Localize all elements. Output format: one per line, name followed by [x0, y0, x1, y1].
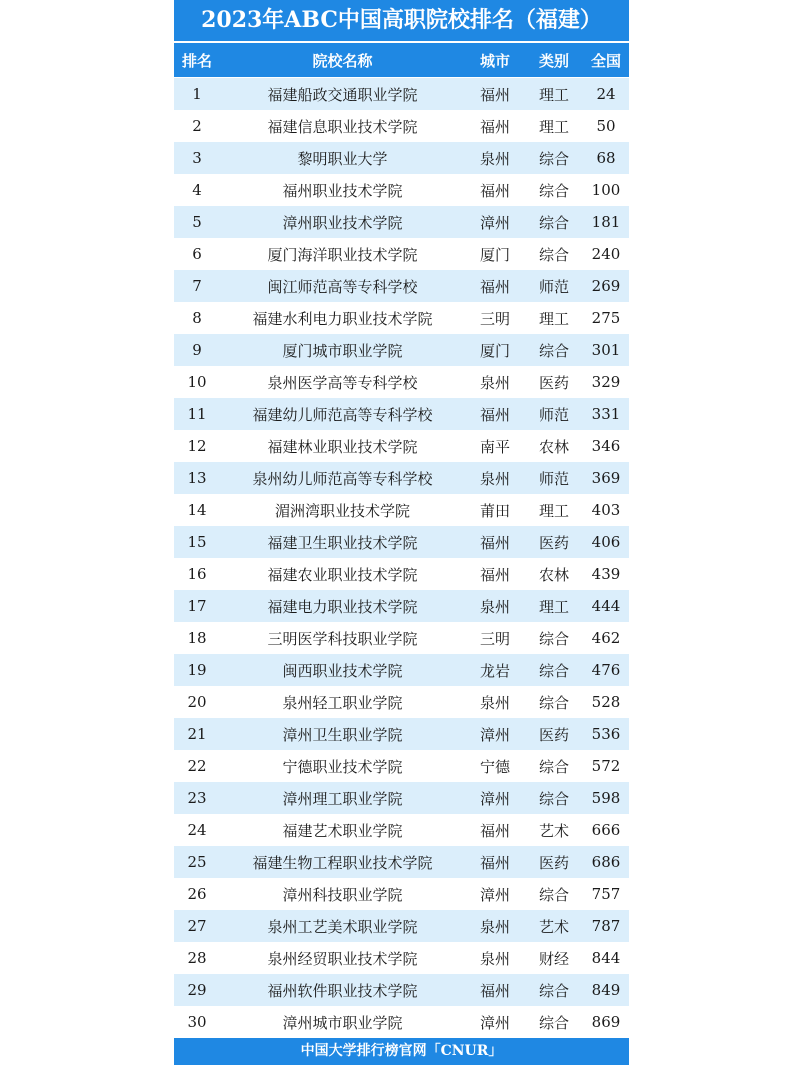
cell-city: 泉州 [479, 949, 510, 968]
cell-city: 三明 [479, 309, 510, 328]
table-row [174, 622, 629, 654]
cell-rank: 9 [192, 341, 202, 359]
cell-school-name: 漳州城市职业学院 [282, 1013, 403, 1032]
cell-rank: 21 [187, 725, 207, 743]
cell-city: 泉州 [479, 917, 510, 936]
footer-source: 中国大学排行榜官网「CNUR」 [174, 1038, 629, 1065]
cell-rank: 5 [192, 213, 202, 231]
ranking-table [174, 0, 629, 1065]
cell-rank: 23 [187, 789, 207, 807]
table-row [174, 142, 629, 174]
cell-national-rank: 462 [591, 629, 621, 647]
cell-type: 综合 [538, 1013, 569, 1032]
cell-national-rank: 444 [591, 597, 621, 615]
cell-national-rank: 439 [591, 565, 621, 583]
cell-type: 综合 [538, 149, 569, 168]
cell-city: 泉州 [479, 597, 510, 616]
cell-rank: 14 [187, 501, 207, 519]
cell-school-name: 泉州轻工职业学院 [282, 693, 403, 712]
table-row [174, 494, 629, 526]
cell-national-rank: 68 [596, 149, 616, 167]
cell-type: 综合 [538, 629, 569, 648]
cell-type: 医药 [538, 373, 569, 392]
cell-rank: 8 [192, 309, 202, 327]
cell-type: 师范 [538, 405, 569, 424]
table-row [174, 78, 629, 110]
cell-city: 龙岩 [479, 661, 510, 680]
cell-city: 福州 [479, 853, 510, 872]
cell-national-rank: 536 [591, 725, 621, 743]
cell-school-name: 三明医学科技职业学院 [267, 629, 418, 648]
cell-national-rank: 50 [596, 117, 616, 135]
cell-type: 艺术 [538, 917, 569, 936]
cell-school-name: 福州软件职业技术学院 [267, 981, 418, 1000]
column-header-city: 城市 [479, 51, 510, 70]
cell-city: 三明 [479, 629, 510, 648]
cell-city: 厦门 [479, 341, 510, 360]
cell-city: 福州 [479, 85, 510, 104]
cell-national-rank: 24 [596, 85, 616, 103]
cell-school-name: 厦门海洋职业技术学院 [267, 245, 418, 264]
cell-city: 福州 [479, 821, 510, 840]
table-row [174, 270, 629, 302]
cell-rank: 7 [192, 277, 202, 295]
cell-rank: 30 [187, 1013, 207, 1031]
cell-national-rank: 406 [591, 533, 621, 551]
cell-school-name: 湄洲湾职业技术学院 [274, 501, 410, 520]
cell-national-rank: 301 [591, 341, 621, 359]
cell-type: 综合 [538, 661, 569, 680]
cell-national-rank: 666 [591, 821, 621, 839]
cell-city: 福州 [479, 565, 510, 584]
cell-type: 综合 [538, 245, 569, 264]
cell-national-rank: 331 [591, 405, 621, 423]
cell-rank: 22 [187, 757, 207, 775]
table-body [174, 78, 629, 1038]
cell-national-rank: 849 [591, 981, 621, 999]
cell-school-name: 漳州卫生职业学院 [282, 725, 403, 744]
cell-rank: 12 [187, 437, 207, 455]
cell-national-rank: 686 [591, 853, 621, 871]
cell-national-rank: 240 [591, 245, 621, 263]
cell-type: 农林 [538, 565, 569, 584]
table-row [174, 750, 629, 782]
page-title: 2023年ABC中国高职院校排名（福建） [174, 0, 629, 41]
table-row [174, 334, 629, 366]
table-header [174, 43, 629, 77]
cell-type: 艺术 [538, 821, 569, 840]
cell-national-rank: 100 [591, 181, 621, 199]
table-row [174, 526, 629, 558]
cell-national-rank: 476 [591, 661, 621, 679]
cell-type: 医药 [538, 533, 569, 552]
cell-rank: 3 [192, 149, 202, 167]
cell-city: 福州 [479, 181, 510, 200]
cell-type: 综合 [538, 981, 569, 1000]
cell-city: 泉州 [479, 469, 510, 488]
cell-city: 泉州 [479, 149, 510, 168]
cell-school-name: 闽江师范高等专科学校 [267, 277, 418, 296]
cell-rank: 11 [187, 405, 207, 423]
cell-rank: 24 [187, 821, 207, 839]
cell-type: 理工 [538, 597, 569, 616]
cell-national-rank: 269 [591, 277, 621, 295]
cell-national-rank: 572 [591, 757, 621, 775]
cell-type: 综合 [538, 885, 569, 904]
cell-type: 综合 [538, 789, 569, 808]
cell-type: 财经 [538, 949, 569, 968]
table-row [174, 558, 629, 590]
cell-national-rank: 598 [591, 789, 621, 807]
cell-city: 漳州 [479, 789, 510, 808]
cell-type: 综合 [538, 341, 569, 360]
cell-school-name: 福州职业技术学院 [282, 181, 403, 200]
cell-school-name: 漳州理工职业学院 [282, 789, 403, 808]
cell-city: 漳州 [479, 1013, 510, 1032]
cell-national-rank: 844 [591, 949, 621, 967]
cell-city: 漳州 [479, 725, 510, 744]
table-row [174, 1006, 629, 1038]
cell-school-name: 福建艺术职业学院 [282, 821, 403, 840]
column-header-national: 全国 [590, 51, 621, 70]
cell-city: 福州 [479, 405, 510, 424]
cell-type: 综合 [538, 693, 569, 712]
cell-school-name: 泉州幼儿师范高等专科学校 [252, 469, 433, 488]
table-row [174, 430, 629, 462]
cell-national-rank: 346 [591, 437, 621, 455]
cell-school-name: 漳州职业技术学院 [282, 213, 403, 232]
table-row [174, 398, 629, 430]
column-header-type: 类别 [538, 51, 569, 70]
cell-city: 漳州 [479, 213, 510, 232]
cell-city: 莆田 [479, 501, 510, 520]
cell-type: 理工 [538, 85, 569, 104]
table-row [174, 686, 629, 718]
cell-national-rank: 757 [591, 885, 621, 903]
cell-school-name: 闽西职业技术学院 [282, 661, 403, 680]
cell-type: 综合 [538, 757, 569, 776]
cell-school-name: 福建船政交通职业学院 [267, 85, 418, 104]
cell-national-rank: 181 [591, 213, 621, 231]
cell-type: 师范 [538, 469, 569, 488]
cell-city: 泉州 [479, 373, 510, 392]
table-row [174, 718, 629, 750]
table-row [174, 238, 629, 270]
table-row [174, 462, 629, 494]
table-row [174, 846, 629, 878]
cell-school-name: 泉州医学高等专科学校 [267, 373, 418, 392]
cell-school-name: 泉州工艺美术职业学院 [267, 917, 418, 936]
cell-type: 医药 [538, 725, 569, 744]
cell-school-name: 厦门城市职业学院 [282, 341, 403, 360]
cell-city: 福州 [479, 277, 510, 296]
cell-rank: 10 [187, 373, 207, 391]
table-row [174, 782, 629, 814]
cell-rank: 6 [192, 245, 202, 263]
cell-rank: 27 [187, 917, 207, 935]
cell-rank: 19 [187, 661, 207, 679]
cell-rank: 15 [187, 533, 207, 551]
cell-rank: 4 [192, 181, 202, 199]
table-row [174, 814, 629, 846]
cell-type: 理工 [538, 117, 569, 136]
column-header-name: 院校名称 [312, 51, 373, 70]
cell-rank: 29 [187, 981, 207, 999]
cell-school-name: 黎明职业大学 [297, 149, 388, 168]
cell-rank: 16 [187, 565, 207, 583]
cell-school-name: 福建电力职业技术学院 [267, 597, 418, 616]
table-row [174, 302, 629, 334]
cell-school-name: 宁德职业技术学院 [282, 757, 403, 776]
cell-type: 综合 [538, 181, 569, 200]
cell-national-rank: 787 [591, 917, 621, 935]
cell-rank: 17 [187, 597, 207, 615]
cell-school-name: 福建林业职业技术学院 [267, 437, 418, 456]
cell-national-rank: 275 [591, 309, 621, 327]
cell-school-name: 福建水利电力职业技术学院 [252, 309, 433, 328]
cell-city: 福州 [479, 981, 510, 1000]
column-header-rank: 排名 [181, 51, 212, 70]
table-row [174, 590, 629, 622]
table-row [174, 206, 629, 238]
cell-school-name: 福建卫生职业技术学院 [267, 533, 418, 552]
cell-city: 南平 [479, 437, 510, 456]
cell-school-name: 泉州经贸职业技术学院 [267, 949, 418, 968]
table-row [174, 174, 629, 206]
cell-national-rank: 403 [591, 501, 621, 519]
cell-school-name: 福建生物工程职业技术学院 [252, 853, 433, 872]
cell-school-name: 福建信息职业技术学院 [267, 117, 418, 136]
table-row [174, 654, 629, 686]
cell-type: 理工 [538, 309, 569, 328]
cell-rank: 25 [187, 853, 207, 871]
cell-national-rank: 329 [591, 373, 621, 391]
cell-city: 福州 [479, 117, 510, 136]
cell-type: 综合 [538, 213, 569, 232]
cell-rank: 20 [187, 693, 207, 711]
cell-rank: 28 [187, 949, 207, 967]
cell-rank: 1 [192, 85, 202, 103]
cell-rank: 2 [192, 117, 202, 135]
table-row [174, 366, 629, 398]
cell-rank: 26 [187, 885, 207, 903]
cell-type: 理工 [538, 501, 569, 520]
cell-city: 漳州 [479, 885, 510, 904]
cell-national-rank: 528 [591, 693, 621, 711]
cell-school-name: 福建幼儿师范高等专科学校 [252, 405, 433, 424]
table-row [174, 974, 629, 1006]
cell-national-rank: 869 [591, 1013, 621, 1031]
cell-type: 农林 [538, 437, 569, 456]
cell-school-name: 漳州科技职业学院 [282, 885, 403, 904]
cell-city: 泉州 [479, 693, 510, 712]
table-row [174, 910, 629, 942]
cell-city: 福州 [479, 533, 510, 552]
cell-rank: 13 [187, 469, 207, 487]
table-row [174, 942, 629, 974]
cell-school-name: 福建农业职业技术学院 [267, 565, 418, 584]
table-row [174, 110, 629, 142]
cell-rank: 18 [187, 629, 207, 647]
cell-type: 师范 [538, 277, 569, 296]
cell-type: 医药 [538, 853, 569, 872]
cell-city: 厦门 [479, 245, 510, 264]
cell-city: 宁德 [479, 757, 510, 776]
table-row [174, 878, 629, 910]
cell-national-rank: 369 [591, 469, 621, 487]
